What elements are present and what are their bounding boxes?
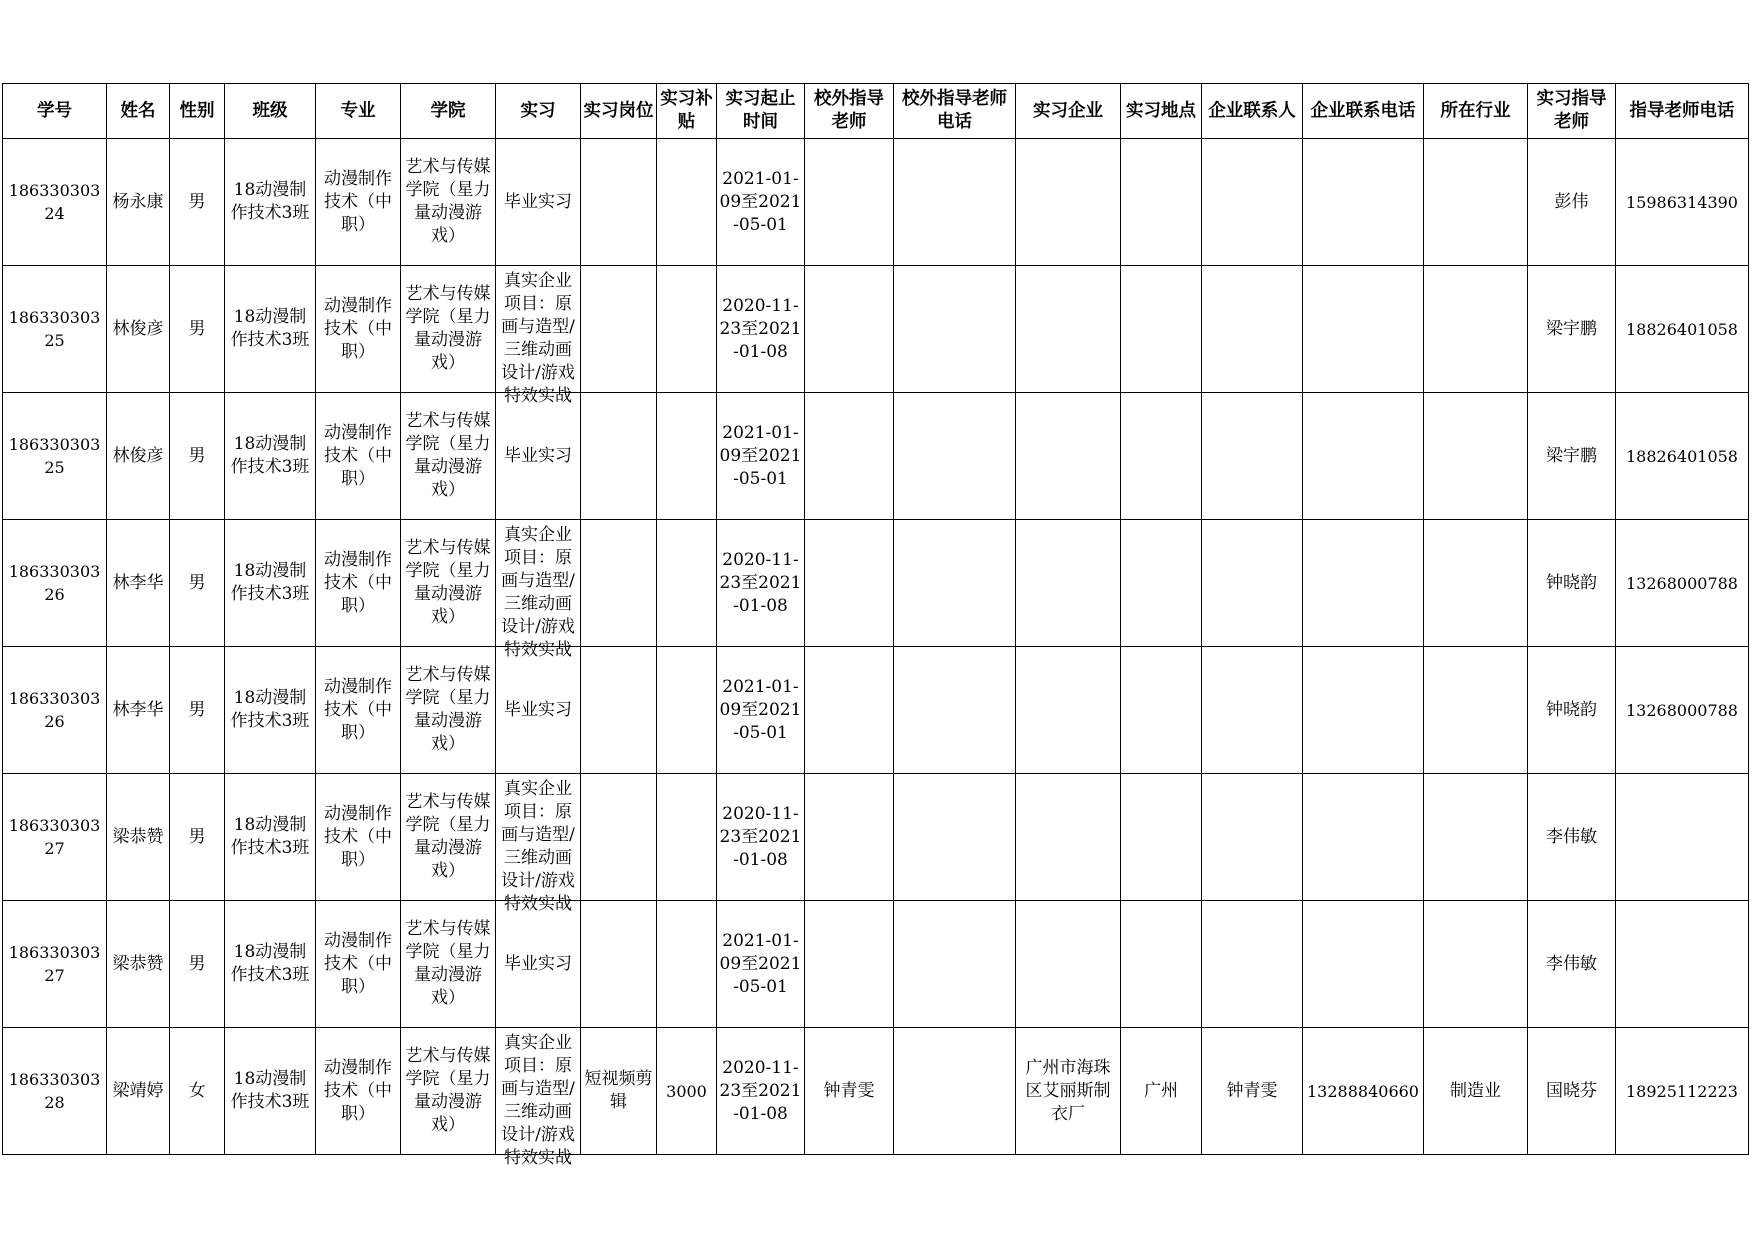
internship-text: 真实企业项目：原画与造型/三维动画设计/游戏特效实战 bbox=[501, 779, 575, 914]
class-text: 18动漫制作技术3班 bbox=[230, 307, 310, 350]
header-cell: 所在行业 bbox=[1424, 84, 1528, 139]
contact-cell bbox=[1202, 647, 1303, 774]
contact-cell bbox=[1202, 139, 1303, 266]
college-cell bbox=[401, 266, 496, 393]
company-cell bbox=[1016, 139, 1121, 266]
major-cell bbox=[316, 266, 401, 393]
ext-teacher-text: 钟青雯 bbox=[823, 1080, 875, 1101]
student-id-cell bbox=[3, 393, 107, 520]
contact-phone-text: 13288840660 bbox=[1307, 1081, 1419, 1101]
major-cell bbox=[316, 1028, 401, 1155]
subsidy-cell bbox=[657, 266, 717, 393]
location-cell bbox=[1121, 520, 1202, 647]
header-cell: 实习岗位 bbox=[581, 84, 657, 139]
college-cell bbox=[401, 393, 496, 520]
post-cell bbox=[581, 901, 657, 1028]
post-cell bbox=[581, 774, 657, 901]
internship-text: 毕业实习 bbox=[504, 953, 572, 974]
company-text: 广州市海珠区艾丽斯制衣厂 bbox=[1025, 1057, 1111, 1124]
gender-text: 男 bbox=[188, 318, 206, 339]
college-text: 艺术与传媒学院（星力量动漫游戏） bbox=[405, 1046, 491, 1135]
contact-cell bbox=[1202, 520, 1303, 647]
subsidy-text: 3000 bbox=[666, 1081, 707, 1101]
class-text: 18动漫制作技术3班 bbox=[230, 434, 310, 477]
teacher-phone-text: 13268000788 bbox=[1626, 573, 1738, 593]
subsidy-cell bbox=[657, 393, 717, 520]
post-cell bbox=[581, 520, 657, 647]
teacher-phone-cell bbox=[1616, 774, 1749, 901]
industry-cell bbox=[1424, 774, 1528, 901]
gender-cell bbox=[170, 520, 225, 647]
ext-teacher-cell bbox=[805, 139, 894, 266]
gender-text: 男 bbox=[188, 699, 206, 720]
location-cell bbox=[1121, 647, 1202, 774]
contact-phone-cell bbox=[1303, 520, 1424, 647]
internship-cell bbox=[496, 139, 581, 266]
college-cell bbox=[401, 139, 496, 266]
gender-cell bbox=[170, 647, 225, 774]
industry-cell bbox=[1424, 393, 1528, 520]
teacher-text: 钟晓韵 bbox=[1546, 572, 1597, 593]
post-cell bbox=[581, 266, 657, 393]
teacher-text: 梁宇鹏 bbox=[1546, 445, 1597, 466]
header-cell: 实习指导老师 bbox=[1528, 84, 1616, 139]
header-cell: 姓名 bbox=[107, 84, 170, 139]
contact-phone-cell bbox=[1303, 139, 1424, 266]
header-row bbox=[3, 84, 1749, 139]
header-cell: 实习地点 bbox=[1121, 84, 1202, 139]
ext-teacher-phone-cell bbox=[894, 774, 1016, 901]
period-cell bbox=[717, 1028, 805, 1155]
college-text: 艺术与传媒学院（星力量动漫游戏） bbox=[405, 411, 491, 500]
ext-teacher-phone-cell bbox=[894, 647, 1016, 774]
contact-phone-cell bbox=[1303, 901, 1424, 1028]
student-id-cell bbox=[3, 266, 107, 393]
internship-cell bbox=[496, 266, 581, 406]
location-text: 广州 bbox=[1144, 1080, 1178, 1101]
college-text: 艺术与传媒学院（星力量动漫游戏） bbox=[405, 919, 491, 1008]
period-text: 2020-11-23至2021-01-08 bbox=[719, 549, 802, 616]
contact-cell bbox=[1202, 774, 1303, 901]
name-text: 林俊彦 bbox=[112, 445, 164, 466]
major-text: 动漫制作技术（中职） bbox=[324, 168, 392, 235]
teacher-text: 钟晓韵 bbox=[1546, 699, 1597, 720]
industry-cell bbox=[1424, 139, 1528, 266]
major-cell bbox=[316, 393, 401, 520]
student-id-cell bbox=[3, 774, 107, 901]
class-cell bbox=[225, 520, 316, 647]
period-text: 2020-11-23至2021-01-08 bbox=[719, 1057, 802, 1124]
header-cell: 企业联系人 bbox=[1202, 84, 1303, 139]
period-text: 2020-11-23至2021-01-08 bbox=[719, 295, 802, 362]
period-cell bbox=[717, 393, 805, 520]
period-text: 2020-11-23至2021-01-08 bbox=[719, 803, 802, 870]
name-cell bbox=[107, 647, 170, 774]
name-text: 林李华 bbox=[112, 572, 164, 593]
class-text: 18动漫制作技术3班 bbox=[230, 180, 310, 223]
class-text: 18动漫制作技术3班 bbox=[230, 815, 310, 858]
teacher-cell bbox=[1528, 393, 1616, 520]
ext-teacher-cell bbox=[805, 520, 894, 647]
gender-text: 女 bbox=[188, 1080, 206, 1101]
major-cell bbox=[316, 520, 401, 647]
header-cell: 实习补贴 bbox=[657, 84, 717, 139]
ext-teacher-phone-cell bbox=[894, 901, 1016, 1028]
student-id-text: 18633030326 bbox=[8, 689, 101, 731]
major-text: 动漫制作技术（中职） bbox=[324, 1057, 392, 1124]
ext-teacher-cell bbox=[805, 1028, 894, 1155]
header-cell: 学院 bbox=[401, 84, 496, 139]
subsidy-cell bbox=[657, 520, 717, 647]
location-cell bbox=[1121, 901, 1202, 1028]
internship-text: 毕业实习 bbox=[504, 699, 572, 720]
ext-teacher-phone-cell bbox=[894, 1028, 1016, 1155]
class-cell bbox=[225, 393, 316, 520]
internship-cell bbox=[496, 520, 581, 660]
student-id-cell bbox=[3, 647, 107, 774]
company-cell bbox=[1016, 520, 1121, 647]
location-cell bbox=[1121, 393, 1202, 520]
period-text: 2021-01-09至2021-05-01 bbox=[719, 422, 802, 489]
contact-phone-cell bbox=[1303, 266, 1424, 393]
table-row bbox=[3, 393, 1749, 520]
internship-text: 真实企业项目：原画与造型/三维动画设计/游戏特效实战 bbox=[501, 525, 575, 660]
teacher-phone-cell bbox=[1616, 520, 1749, 647]
major-text: 动漫制作技术（中职） bbox=[324, 549, 392, 616]
period-text: 2021-01-09至2021-05-01 bbox=[719, 930, 802, 997]
ext-teacher-cell bbox=[805, 647, 894, 774]
table-row bbox=[3, 647, 1749, 774]
contact-phone-cell bbox=[1303, 647, 1424, 774]
class-cell bbox=[225, 774, 316, 901]
industry-cell bbox=[1424, 520, 1528, 647]
gender-text: 男 bbox=[188, 572, 206, 593]
header-cell: 校外指导老师 bbox=[805, 84, 894, 139]
college-text: 艺术与传媒学院（星力量动漫游戏） bbox=[405, 792, 491, 881]
header-cell: 校外指导老师电话 bbox=[894, 84, 1016, 139]
contact-cell bbox=[1202, 1028, 1303, 1155]
teacher-text: 国晓芬 bbox=[1546, 1080, 1597, 1101]
student-id-text: 18633030328 bbox=[8, 1070, 101, 1112]
location-cell bbox=[1121, 1028, 1202, 1155]
gender-cell bbox=[170, 774, 225, 901]
gender-text: 男 bbox=[188, 191, 206, 212]
contact-cell bbox=[1202, 393, 1303, 520]
name-cell bbox=[107, 266, 170, 393]
name-cell bbox=[107, 139, 170, 266]
teacher-cell bbox=[1528, 139, 1616, 266]
header-cell: 指导老师电话 bbox=[1616, 84, 1749, 139]
teacher-cell bbox=[1528, 647, 1616, 774]
major-cell bbox=[316, 647, 401, 774]
name-cell bbox=[107, 901, 170, 1028]
period-cell bbox=[717, 774, 805, 901]
teacher-text: 李伟敏 bbox=[1546, 953, 1597, 974]
location-cell bbox=[1121, 139, 1202, 266]
post-cell bbox=[581, 139, 657, 266]
header-cell: 班级 bbox=[225, 84, 316, 139]
teacher-cell bbox=[1528, 1028, 1616, 1155]
teacher-cell bbox=[1528, 520, 1616, 647]
college-cell bbox=[401, 901, 496, 1028]
industry-cell bbox=[1424, 266, 1528, 393]
header-cell: 实习企业 bbox=[1016, 84, 1121, 139]
period-text: 2021-01-09至2021-05-01 bbox=[719, 168, 802, 235]
ext-teacher-phone-cell bbox=[894, 139, 1016, 266]
location-cell bbox=[1121, 774, 1202, 901]
teacher-phone-cell bbox=[1616, 647, 1749, 774]
header-cell: 企业联系电话 bbox=[1303, 84, 1424, 139]
name-text: 梁恭赞 bbox=[112, 953, 164, 974]
college-text: 艺术与传媒学院（星力量动漫游戏） bbox=[405, 284, 491, 373]
table-row bbox=[3, 774, 1749, 901]
table-row bbox=[3, 266, 1749, 393]
name-text: 林李华 bbox=[112, 699, 164, 720]
teacher-phone-cell bbox=[1616, 1028, 1749, 1155]
company-cell bbox=[1016, 1028, 1121, 1155]
table-row bbox=[3, 520, 1749, 647]
college-text: 艺术与传媒学院（星力量动漫游戏） bbox=[405, 538, 491, 627]
teacher-phone-text: 18826401058 bbox=[1626, 319, 1738, 339]
table-row bbox=[3, 901, 1749, 1028]
college-cell bbox=[401, 520, 496, 647]
contact-cell bbox=[1202, 266, 1303, 393]
company-cell bbox=[1016, 393, 1121, 520]
industry-cell bbox=[1424, 647, 1528, 774]
teacher-phone-cell bbox=[1616, 266, 1749, 393]
student-id-cell bbox=[3, 1028, 107, 1155]
teacher-phone-text: 13268000788 bbox=[1626, 700, 1738, 720]
teacher-phone-text: 15986314390 bbox=[1626, 192, 1738, 212]
location-cell bbox=[1121, 266, 1202, 393]
header-cell: 实习起止时间 bbox=[717, 84, 805, 139]
major-text: 动漫制作技术（中职） bbox=[324, 422, 392, 489]
company-cell bbox=[1016, 774, 1121, 901]
ext-teacher-cell bbox=[805, 393, 894, 520]
teacher-text: 李伟敏 bbox=[1546, 826, 1597, 847]
student-id-text: 18633030325 bbox=[8, 435, 101, 477]
ext-teacher-phone-cell bbox=[894, 520, 1016, 647]
major-cell bbox=[316, 774, 401, 901]
subsidy-cell bbox=[657, 647, 717, 774]
class-text: 18动漫制作技术3班 bbox=[230, 1069, 310, 1112]
student-id-cell bbox=[3, 139, 107, 266]
name-cell bbox=[107, 774, 170, 901]
class-cell bbox=[225, 1028, 316, 1155]
header-cell: 学号 bbox=[3, 84, 107, 139]
period-cell bbox=[717, 520, 805, 647]
student-id-text: 18633030324 bbox=[8, 181, 101, 223]
post-text: 短视频剪辑 bbox=[584, 1069, 653, 1112]
industry-text: 制造业 bbox=[1450, 1080, 1501, 1101]
student-id-text: 18633030326 bbox=[8, 562, 101, 604]
gender-text: 男 bbox=[188, 826, 206, 847]
student-id-text: 18633030327 bbox=[8, 816, 101, 858]
period-cell bbox=[717, 139, 805, 266]
subsidy-cell bbox=[657, 139, 717, 266]
teacher-phone-cell bbox=[1616, 393, 1749, 520]
contact-phone-cell bbox=[1303, 774, 1424, 901]
header-cell: 专业 bbox=[316, 84, 401, 139]
internship-table bbox=[2, 83, 1749, 1168]
gender-cell bbox=[170, 901, 225, 1028]
period-text: 2021-01-09至2021-05-01 bbox=[719, 676, 802, 743]
class-cell bbox=[225, 901, 316, 1028]
class-text: 18动漫制作技术3班 bbox=[230, 561, 310, 604]
student-id-text: 18633030325 bbox=[8, 308, 101, 350]
class-text: 18动漫制作技术3班 bbox=[230, 688, 310, 731]
name-cell bbox=[107, 520, 170, 647]
teacher-text: 梁宇鹏 bbox=[1546, 318, 1597, 339]
contact-phone-cell bbox=[1303, 1028, 1424, 1155]
gender-cell bbox=[170, 1028, 225, 1155]
teacher-cell bbox=[1528, 266, 1616, 393]
gender-text: 男 bbox=[188, 445, 206, 466]
internship-cell bbox=[496, 774, 581, 914]
teacher-text: 彭伟 bbox=[1554, 191, 1589, 212]
name-text: 梁靖婷 bbox=[112, 1080, 164, 1101]
table-body bbox=[3, 139, 1749, 1168]
internship-cell bbox=[496, 901, 581, 1028]
name-text: 梁恭赞 bbox=[112, 826, 164, 847]
teacher-phone-cell bbox=[1616, 139, 1749, 266]
student-id-text: 18633030327 bbox=[8, 943, 101, 985]
company-cell bbox=[1016, 647, 1121, 774]
header-cell: 性别 bbox=[170, 84, 225, 139]
teacher-phone-cell bbox=[1616, 901, 1749, 1028]
gender-text: 男 bbox=[188, 953, 206, 974]
ext-teacher-cell bbox=[805, 901, 894, 1028]
name-cell bbox=[107, 1028, 170, 1155]
period-cell bbox=[717, 266, 805, 393]
student-id-cell bbox=[3, 520, 107, 647]
internship-cell bbox=[496, 647, 581, 774]
company-cell bbox=[1016, 266, 1121, 393]
internship-text: 毕业实习 bbox=[504, 445, 572, 466]
teacher-cell bbox=[1528, 774, 1616, 901]
teacher-cell bbox=[1528, 901, 1616, 1028]
class-text: 18动漫制作技术3班 bbox=[230, 942, 310, 985]
teacher-phone-text: 18826401058 bbox=[1626, 446, 1738, 466]
major-text: 动漫制作技术（中职） bbox=[324, 803, 392, 870]
class-cell bbox=[225, 266, 316, 393]
industry-cell bbox=[1424, 1028, 1528, 1155]
teacher-phone-text: 18925112223 bbox=[1626, 1081, 1738, 1101]
internship-text: 毕业实习 bbox=[504, 191, 572, 212]
college-text: 艺术与传媒学院（星力量动漫游戏） bbox=[405, 157, 491, 246]
major-text: 动漫制作技术（中职） bbox=[324, 676, 392, 743]
period-cell bbox=[717, 901, 805, 1028]
gender-cell bbox=[170, 393, 225, 520]
subsidy-cell bbox=[657, 901, 717, 1028]
subsidy-cell bbox=[657, 774, 717, 901]
post-cell bbox=[581, 1028, 657, 1155]
ext-teacher-cell bbox=[805, 774, 894, 901]
major-cell bbox=[316, 901, 401, 1028]
name-text: 杨永康 bbox=[112, 191, 164, 212]
major-cell bbox=[316, 139, 401, 266]
gender-cell bbox=[170, 266, 225, 393]
college-cell bbox=[401, 1028, 496, 1155]
college-text: 艺术与传媒学院（星力量动漫游戏） bbox=[405, 665, 491, 754]
internship-cell bbox=[496, 1028, 581, 1168]
ext-teacher-phone-cell bbox=[894, 393, 1016, 520]
college-cell bbox=[401, 647, 496, 774]
internship-text: 真实企业项目：原画与造型/三维动画设计/游戏特效实战 bbox=[501, 271, 575, 406]
major-text: 动漫制作技术（中职） bbox=[324, 930, 392, 997]
class-cell bbox=[225, 139, 316, 266]
internship-text: 真实企业项目：原画与造型/三维动画设计/游戏特效实战 bbox=[501, 1033, 575, 1168]
student-id-cell bbox=[3, 901, 107, 1028]
ext-teacher-cell bbox=[805, 266, 894, 393]
post-cell bbox=[581, 647, 657, 774]
name-cell bbox=[107, 393, 170, 520]
major-text: 动漫制作技术（中职） bbox=[324, 295, 392, 362]
college-cell bbox=[401, 774, 496, 901]
table-row bbox=[3, 139, 1749, 266]
contact-phone-cell bbox=[1303, 393, 1424, 520]
contact-text: 钟青雯 bbox=[1226, 1080, 1278, 1101]
name-text: 林俊彦 bbox=[112, 318, 164, 339]
gender-cell bbox=[170, 139, 225, 266]
period-cell bbox=[717, 647, 805, 774]
company-cell bbox=[1016, 901, 1121, 1028]
header-cell: 实习 bbox=[496, 84, 581, 139]
ext-teacher-phone-cell bbox=[894, 266, 1016, 393]
post-cell bbox=[581, 393, 657, 520]
internship-cell bbox=[496, 393, 581, 520]
industry-cell bbox=[1424, 901, 1528, 1028]
contact-cell bbox=[1202, 901, 1303, 1028]
class-cell bbox=[225, 647, 316, 774]
subsidy-cell bbox=[657, 1028, 717, 1155]
table-row bbox=[3, 1028, 1749, 1155]
